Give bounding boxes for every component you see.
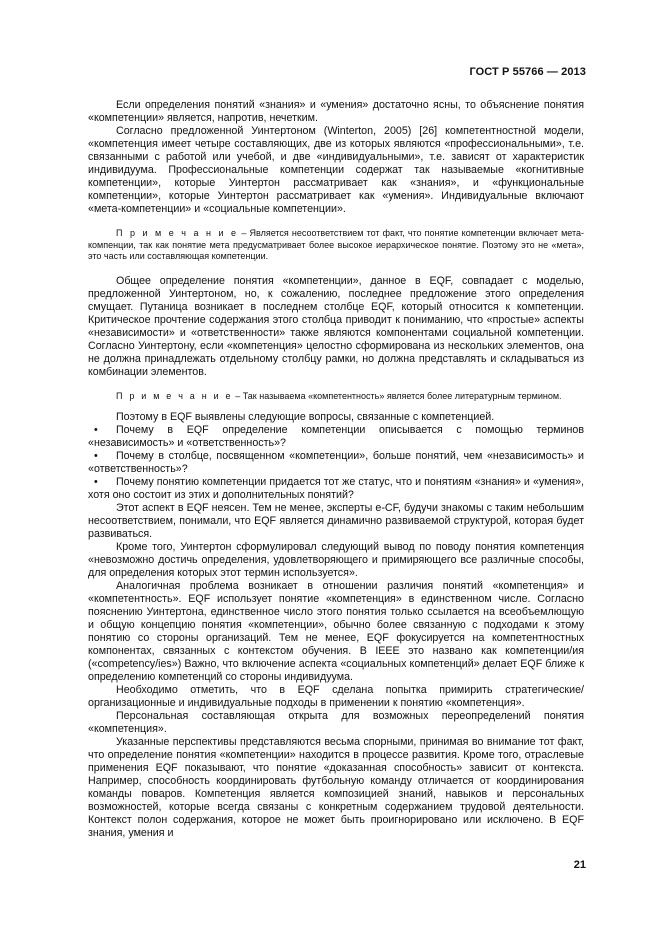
note-label: П р и м е ч а н и е [116, 390, 233, 401]
list-item-text: Почему в столбце, посвященном «компетенции», больше понятий, чем «независимость» и «ответственность»? [88, 450, 584, 475]
list-item-text: Почему в EQF определение компетенции описывается с помощью терминов «независимость» и «ответственность»? [88, 424, 584, 449]
page-number: 21 [573, 859, 586, 871]
document-header: ГОСТ Р 55766 — 2013 [469, 66, 586, 78]
bullet-icon: • [94, 476, 98, 488]
paragraph-2: Согласно предложенной Уинтертоном (Winterton, 2005) [26] компетентностной модели, «компетенция имеет четыре составляющих, две из которых являются «профессиональными», т.е. связанными с работой или учебой, и две «индивидуальными», т.е. зависят от характеристик индивидуума. Профессиональные компетенции содержат так называемые «когнитивные компетенции», которые Уинтертон рассматривает как «знания», и «функциональные компетенции», которые Уинтертон рассматривает как «умения». Индивидуальные включают «мета-компетенции» и «социальные компетенции». [88, 125, 584, 215]
paragraph-4: Поэтому в EQF выявлены следующие вопросы, связанные с компетенцией. [116, 411, 495, 423]
list-item [88, 450, 584, 476]
paragraph-1: Если определения понятий «знания» и «умения» достаточно ясны, то объяснение понятия «компетенции» является, напротив, нечетким. [88, 99, 584, 124]
note-text: – Так называема «компетентность» является более литературным термином. [232, 390, 562, 401]
paragraph-10: Указанные перспективы представляются весьма спорными, принимая во внимание тот факт, что определение понятия «компетенции» находится в процессе развития. Кроме того, отраслевые применения EQF показывают, что понятие «доказанная способность» зависит от контекста. Например, способность координировать футбольную команду отличается от координирования команды поваров. Компетенция является композицией знаний, навыков и персональных возможностей, которые всегда связаны с конкретным содержанием трудовой деятельности. Контекст полон содержания, которое не может быть проигнорировано или исключено. В EQF знания, умения и [88, 736, 584, 839]
note-text: – Является несоответствием тот факт, что понятие компетенции включает мета-компенции, так как понятие мета предусматривает более высокое иерархическое понятие. Поэтому это не «мета», это часть или составляющая компетенции. [88, 228, 584, 261]
page-body [88, 99, 584, 840]
list-item-text: Почему понятию компетенции придается тот же статус, что и понятиям «знания» и «умения», хотя оно состоит из этих и дополнительных понятий? [88, 476, 584, 501]
note-1 [88, 228, 584, 263]
paragraph-5: Этот аспект в EQF неясен. Тем не менее, эксперты e-CF, будучи знакомы с таким небольшим несоответствием, понимали, что EQF является динамично развиваемой структурой, которая будет развиваться. [88, 502, 584, 540]
note-2 [88, 391, 584, 403]
paragraph-7: Аналогичная проблема возникает в отношении различия понятий «компетенция» и «компетентность». EQF использует понятие «компетенция» в единственном числе. Согласно пояснению Уинтертона, единственное число этого понятия только ссылается на всеобъемлющую и общую концепцию понятия «компетенции», обычно более связанную с подходами к этому понятию со стороны организаций. Тем не менее, EQF фокусируется на компетентностных компонентах, связанных с контекстом обучения. В IEEE это названо как компетенции/ия («competency/ies») Важно, что включение аспекта «социальных компетенций» делает EQF ближе к определению компетенций со стороны индивидуума. [88, 580, 584, 683]
note-label: П р и м е ч а н и е [116, 228, 239, 238]
paragraph-8: Необходимо отметить, что в EQF сделана попытка примирить стратегические/организационные и индивидуальные подходы в применении к понятию «компетенция». [88, 684, 584, 709]
list-item [88, 424, 584, 450]
paragraph-9: Персональная составляющая открыта для возможных переопределений понятия «компетенция». [88, 710, 584, 735]
paragraph-6: Кроме того, Уинтертон сформулировал следующий вывод по поводу понятия компетенция «невозможно достичь определения, удовлетворяющего и примиряющего все различные способы, для определения которых этот термин используется». [88, 541, 584, 579]
list-item [88, 476, 584, 502]
bullet-icon: • [94, 450, 98, 462]
paragraph-3: Общее определение понятия «компетенции», данное в EQF, совпадает с моделью, предложенной Уинтертоном, но, к сожалению, последнее предложение этого определения смущает. Путаница возникает в последнем столбце EQF, который относится к компетенции. Критическое прочтение содержания этого столбца приводит к пониманию, что «простые» аспекты «независимости» и «ответственности» также являются компонентами социальной компетенции. Согласно Уинтертону, если «компетенция» целостно сформирована из нескольких элементов, она не должна принадлежать отдельному столбцу рамки, но должна представлять и складываться из комбинации элементов. [88, 274, 584, 378]
bullet-icon: • [94, 424, 98, 436]
